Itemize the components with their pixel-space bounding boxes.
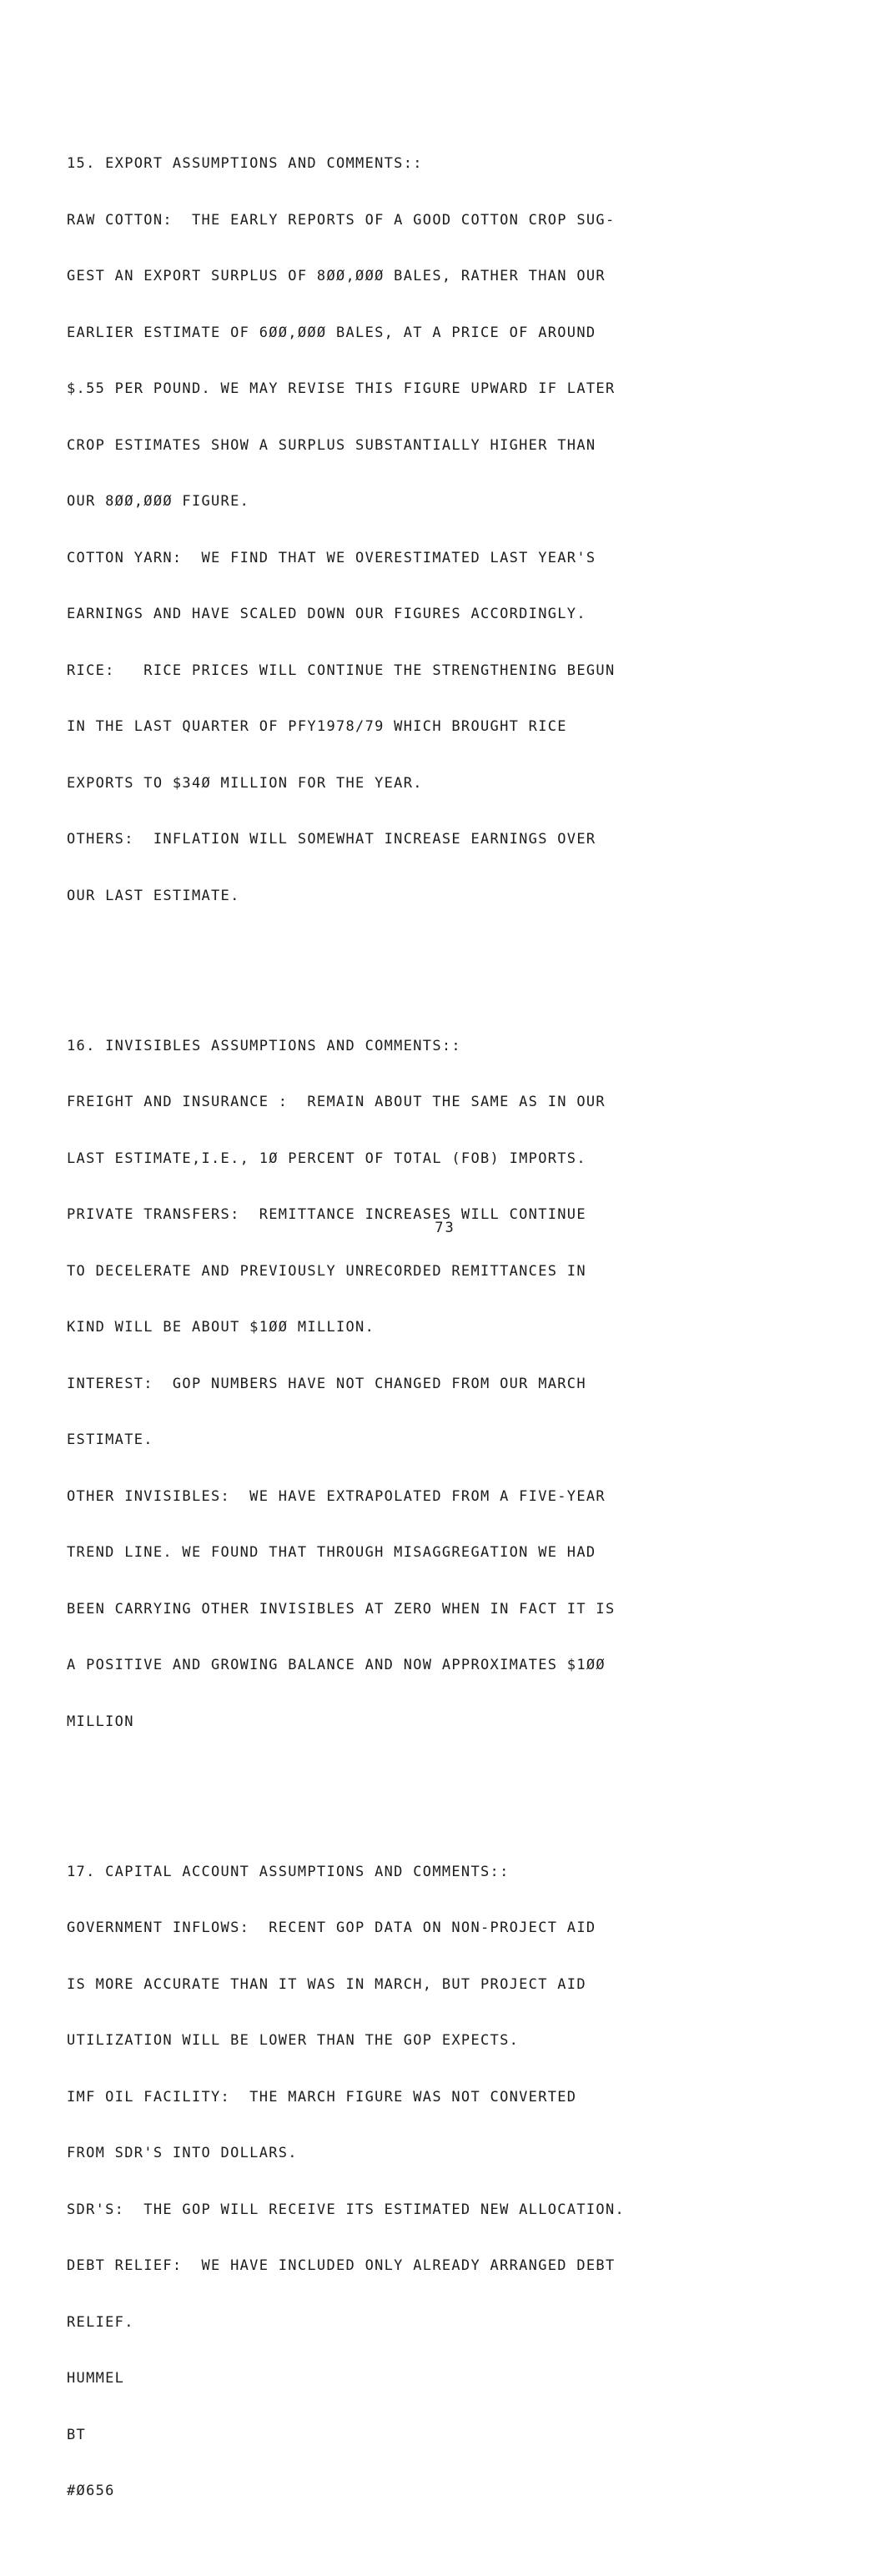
cable-text [67,79,734,2576]
text-line: SDR'S: THE GOP WILL RECEIVE ITS ESTIMATED NEW ALLOCATION. [67,2201,626,2218]
text-line: TO DECELERATE AND PREVIOUSLY UNRECORDED REMITTANCES IN [67,1262,586,1280]
text-line: UTILIZATION WILL BE LOWER THAN THE GOP EXPECTS. [67,2032,520,2049]
text-line: IMF OIL FACILITY: THE MARCH FIGURE WAS NOT CONVERTED [67,2088,577,2106]
text-line: LAST ESTIMATE,I.E., 1Ø PERCENT OF TOTAL (FOB) IMPORTS. [67,1150,586,1167]
text-line: COTTON YARN: WE FIND THAT WE OVERESTIMATED LAST YEAR'S [67,549,596,566]
text-line: RAW COTTON: THE EARLY REPORTS OF A GOOD COTTON CROP SUG- [67,211,616,229]
text-line: EARNINGS AND HAVE SCALED DOWN OUR FIGURES ACCORDINGLY. [67,606,586,622]
signature-name: HUMMEL [67,2370,125,2387]
text-line: 16. INVISIBLES ASSUMPTIONS AND COMMENTS:: [67,1037,461,1054]
text-line: EARLIER ESTIMATE OF 6ØØ,ØØØ BALES, AT A PRICE OF AROUND [67,324,596,341]
section-invisibles-assumptions [67,999,734,1769]
text-line: IN THE LAST QUARTER OF PFY1978/79 WHICH BROUGHT RICE [67,718,567,735]
section-capital-account-assumptions [67,1825,734,2538]
text-line: 17. CAPITAL ACCOUNT ASSUMPTIONS AND COMMENTS:: [67,1863,510,1880]
page-number: 73 [435,1220,455,1236]
text-line: A POSITIVE AND GROWING BALANCE AND NOW APPROXIMATES $1ØØ [67,1657,606,1673]
text-line: MILLION [67,1713,134,1730]
section-export-assumptions [67,117,734,943]
text-line: OUR LAST ESTIMATE. [67,887,240,904]
text-line: TREND LINE. WE FOUND THAT THROUGH MISAGGREGATION WE HAD [67,1544,596,1561]
text-line: GOVERNMENT INFLOWS: RECENT GOP DATA ON NON-PROJECT AID [67,1919,596,1936]
text-line: CROP ESTIMATES SHOW A SURPLUS SUBSTANTIALLY HIGHER THAN [67,436,596,454]
text-line: $.55 PER POUND. WE MAY REVISE THIS FIGURE UPWARD IF LATER [67,380,616,397]
text-line: EXPORTS TO $34Ø MILLION FOR THE YEAR. [67,774,423,792]
text-line: OUR 8ØØ,ØØØ FIGURE. [67,493,250,510]
text-line: RICE: RICE PRICES WILL CONTINUE THE STRENGTHENING BEGUN [67,662,616,679]
text-line: KIND WILL BE ABOUT $1ØØ MILLION. [67,1319,375,1336]
text-line: FREIGHT AND INSURANCE : REMAIN ABOUT THE SAME AS IN OUR [67,1094,606,1110]
text-line: 15. EXPORT ASSUMPTIONS AND COMMENTS:: [67,155,423,172]
text-line: BT [67,2426,87,2443]
text-line: IS MORE ACCURATE THAN IT WAS IN MARCH, BUT PROJECT AID [67,1975,586,1993]
text-line: BEEN CARRYING OTHER INVISIBLES AT ZERO WHEN IN FACT IT IS [67,1600,616,1618]
text-line: ESTIMATE. [67,1431,153,1448]
message-number: #Ø656 [67,2483,115,2499]
text-line: FROM SDR'S INTO DOLLARS. [67,2145,298,2161]
text-line: GEST AN EXPORT SURPLUS OF 8ØØ,ØØØ BALES, RATHER THAN OUR [67,268,606,284]
text-line: OTHERS: INFLATION WILL SOMEWHAT INCREASE EARNINGS OVER [67,831,596,848]
text-line: OTHER INVISIBLES: WE HAVE EXTRAPOLATED FROM A FIVE-YEAR [67,1487,606,1505]
text-line: RELIEF. [67,2313,134,2331]
text-line: DEBT RELIEF: WE HAVE INCLUDED ONLY ALREADY ARRANGED DEBT [67,2257,616,2274]
text-line: INTEREST: GOP NUMBERS HAVE NOT CHANGED FROM OUR MARCH [67,1375,586,1392]
text-line: PRIVATE TRANSFERS: REMITTANCE INCREASES WILL CONTINUE [67,1206,586,1223]
